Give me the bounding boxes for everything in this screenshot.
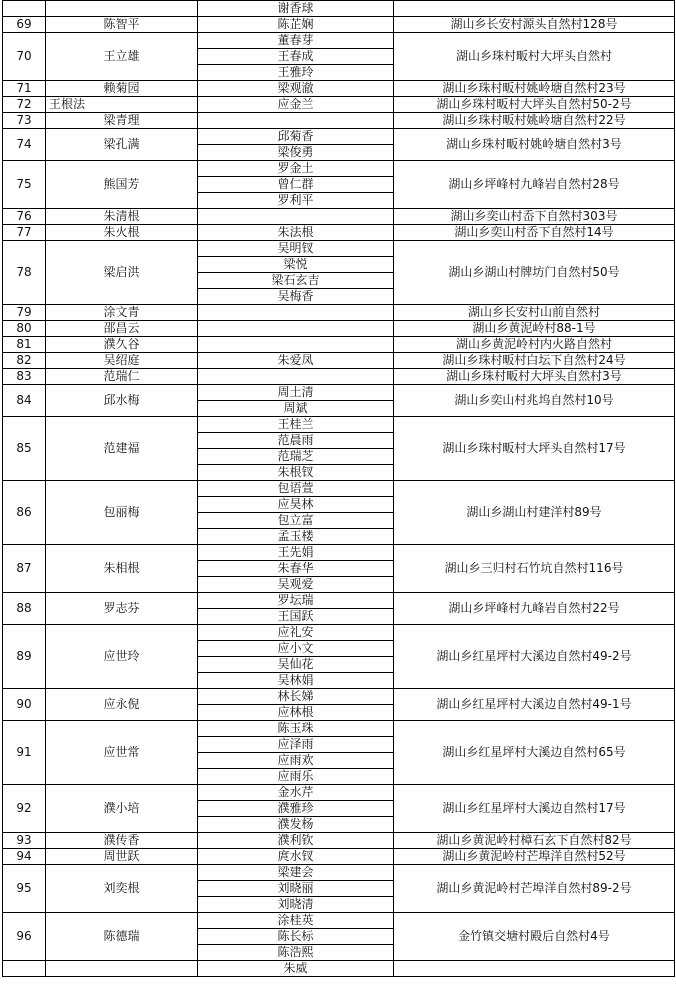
householder-name: 应世玲 bbox=[46, 625, 198, 689]
member-name: 梁建会 bbox=[198, 865, 394, 881]
address: 湖山乡湖山村建洋村89号 bbox=[394, 481, 675, 545]
address: 湖山乡奕山村兆坞自然村10号 bbox=[394, 385, 675, 417]
address: 湖山乡珠村畈村姚岭塘自然村3号 bbox=[394, 129, 675, 161]
household-table bbox=[2, 0, 675, 977]
member-name: 陈浩熙 bbox=[198, 945, 394, 961]
householder-name: 熊国芳 bbox=[46, 161, 198, 209]
householder-name: 陈德瑞 bbox=[46, 913, 198, 961]
row-number bbox=[3, 1, 46, 17]
member-name: 王国跃 bbox=[198, 609, 394, 625]
row-number: 95 bbox=[3, 865, 46, 913]
member-name: 王先娟 bbox=[198, 545, 394, 561]
member-name: 朱根钗 bbox=[198, 465, 394, 481]
member-name: 朱威 bbox=[198, 961, 394, 977]
address: 金竹镇交塘村殿后自然村4号 bbox=[394, 913, 675, 961]
address: 湖山乡红星坪村大溪边自然村65号 bbox=[394, 721, 675, 785]
row-number: 86 bbox=[3, 481, 46, 545]
member-name bbox=[198, 337, 394, 353]
table-row bbox=[3, 721, 675, 737]
row-number: 77 bbox=[3, 225, 46, 241]
table-row bbox=[3, 129, 675, 145]
householder-name: 梁青理 bbox=[46, 113, 198, 129]
member-name: 吴明钗 bbox=[198, 241, 394, 257]
address: 湖山乡黄泥岭村芒埠洋自然村89-2号 bbox=[394, 865, 675, 913]
member-name: 应礼安 bbox=[198, 625, 394, 641]
member-name: 朱春华 bbox=[198, 561, 394, 577]
table-row bbox=[3, 225, 675, 241]
table-row bbox=[3, 417, 675, 433]
householder-name: 梁启洪 bbox=[46, 241, 198, 305]
member-name: 林长娣 bbox=[198, 689, 394, 705]
address: 湖山乡红星坪村大溪边自然村49-2号 bbox=[394, 625, 675, 689]
address: 湖山乡奕山村岙下自然村14号 bbox=[394, 225, 675, 241]
member-name: 金水芹 bbox=[198, 785, 394, 801]
row-number: 89 bbox=[3, 625, 46, 689]
householder-name: 包丽梅 bbox=[46, 481, 198, 545]
row-number: 88 bbox=[3, 593, 46, 625]
address bbox=[394, 961, 675, 977]
row-number: 81 bbox=[3, 337, 46, 353]
row-number: 93 bbox=[3, 833, 46, 849]
table-row bbox=[3, 337, 675, 353]
table-row bbox=[3, 369, 675, 385]
row-number bbox=[3, 961, 46, 977]
row-number: 96 bbox=[3, 913, 46, 961]
member-name: 濮发杨 bbox=[198, 817, 394, 833]
member-name: 应泽雨 bbox=[198, 737, 394, 753]
address: 湖山乡珠村畈村大坪头自然村 bbox=[394, 33, 675, 81]
member-name: 涂桂英 bbox=[198, 913, 394, 929]
member-name: 陈芷娴 bbox=[198, 17, 394, 33]
member-name: 朱爱凤 bbox=[198, 353, 394, 369]
table-row bbox=[3, 353, 675, 369]
member-name bbox=[198, 369, 394, 385]
member-name: 应昊林 bbox=[198, 497, 394, 513]
address: 湖山乡长安村山前自然村 bbox=[394, 305, 675, 321]
member-name: 朱法根 bbox=[198, 225, 394, 241]
table-row bbox=[3, 961, 675, 977]
householder-name: 周世跃 bbox=[46, 849, 198, 865]
table-row bbox=[3, 865, 675, 881]
householder-name: 陈智平 bbox=[46, 17, 198, 33]
householder-name: 吴绍庭 bbox=[46, 353, 198, 369]
householder-name: 范建福 bbox=[46, 417, 198, 481]
member-name: 庹水钗 bbox=[198, 849, 394, 865]
householder-name: 邱水梅 bbox=[46, 385, 198, 417]
member-name: 陈长标 bbox=[198, 929, 394, 945]
table-row bbox=[3, 833, 675, 849]
table-row bbox=[3, 593, 675, 609]
address: 湖山乡奕山村岙下自然村303号 bbox=[394, 209, 675, 225]
row-number: 85 bbox=[3, 417, 46, 481]
table-row bbox=[3, 113, 675, 129]
row-number: 73 bbox=[3, 113, 46, 129]
address: 湖山乡红星坪村大溪边自然村17号 bbox=[394, 785, 675, 833]
table-row bbox=[3, 209, 675, 225]
row-number: 76 bbox=[3, 209, 46, 225]
table-row bbox=[3, 913, 675, 929]
member-name: 应林根 bbox=[198, 705, 394, 721]
member-name: 范晨雨 bbox=[198, 433, 394, 449]
table-row bbox=[3, 385, 675, 401]
member-name bbox=[198, 113, 394, 129]
member-name: 吴林娟 bbox=[198, 673, 394, 689]
address: 湖山乡黄泥岭村内火路自然村 bbox=[394, 337, 675, 353]
row-number: 90 bbox=[3, 689, 46, 721]
householder-name: 应世常 bbox=[46, 721, 198, 785]
table-row bbox=[3, 689, 675, 705]
row-number: 92 bbox=[3, 785, 46, 833]
member-name: 吴观爱 bbox=[198, 577, 394, 593]
householder-name: 赖菊园 bbox=[46, 81, 198, 97]
address: 湖山乡黄泥岭村88-1号 bbox=[394, 321, 675, 337]
member-name: 王春成 bbox=[198, 49, 394, 65]
member-name: 罗坛瑞 bbox=[198, 593, 394, 609]
householder-name: 濮久谷 bbox=[46, 337, 198, 353]
householder-name: 王立雄 bbox=[46, 33, 198, 81]
member-name: 濮利钦 bbox=[198, 833, 394, 849]
member-name: 周斌 bbox=[198, 401, 394, 417]
row-number: 84 bbox=[3, 385, 46, 417]
member-name: 濮雅珍 bbox=[198, 801, 394, 817]
householder-name: 朱清根 bbox=[46, 209, 198, 225]
table-row bbox=[3, 17, 675, 33]
member-name bbox=[198, 209, 394, 225]
row-number: 70 bbox=[3, 33, 46, 81]
table-row bbox=[3, 97, 675, 113]
row-number: 79 bbox=[3, 305, 46, 321]
member-name: 包立富 bbox=[198, 513, 394, 529]
table-row bbox=[3, 321, 675, 337]
member-name: 邱菊香 bbox=[198, 129, 394, 145]
householder-name bbox=[46, 961, 198, 977]
member-name: 应小文 bbox=[198, 641, 394, 657]
member-name: 包语萱 bbox=[198, 481, 394, 497]
address: 湖山乡湖山村牌坊门自然村50号 bbox=[394, 241, 675, 305]
row-number: 75 bbox=[3, 161, 46, 209]
householder-name: 梁孔满 bbox=[46, 129, 198, 161]
row-number: 71 bbox=[3, 81, 46, 97]
address: 湖山乡珠村畈村大坪头自然村3号 bbox=[394, 369, 675, 385]
address: 湖山乡黄泥岭村芒埠洋自然村52号 bbox=[394, 849, 675, 865]
row-number: 87 bbox=[3, 545, 46, 593]
member-name: 范瑞芝 bbox=[198, 449, 394, 465]
row-number: 72 bbox=[3, 97, 46, 113]
member-name: 王桂兰 bbox=[198, 417, 394, 433]
member-name: 梁观澈 bbox=[198, 81, 394, 97]
table-row bbox=[3, 625, 675, 641]
row-number: 78 bbox=[3, 241, 46, 305]
row-number: 83 bbox=[3, 369, 46, 385]
member-name: 应雨乐 bbox=[198, 769, 394, 785]
table-row bbox=[3, 785, 675, 801]
row-number: 91 bbox=[3, 721, 46, 785]
address bbox=[394, 1, 675, 17]
member-name: 吴梅香 bbox=[198, 289, 394, 305]
householder-name: 范瑞仁 bbox=[46, 369, 198, 385]
table-row bbox=[3, 33, 675, 49]
householder-name: 罗志芬 bbox=[46, 593, 198, 625]
table-row bbox=[3, 81, 675, 97]
householder-name: 邵昌云 bbox=[46, 321, 198, 337]
householder-name: 应永倪 bbox=[46, 689, 198, 721]
member-name: 梁石玄吉 bbox=[198, 273, 394, 289]
member-name: 吴仙花 bbox=[198, 657, 394, 673]
member-name: 孟玉楼 bbox=[198, 529, 394, 545]
member-name: 周土清 bbox=[198, 385, 394, 401]
member-name: 应雨欢 bbox=[198, 753, 394, 769]
householder-name: 刘奕根 bbox=[46, 865, 198, 913]
address: 湖山乡珠村畈村大坪头自然村17号 bbox=[394, 417, 675, 481]
member-name: 谢香球 bbox=[198, 1, 394, 17]
table-row bbox=[3, 849, 675, 865]
householder-name: 涂文青 bbox=[46, 305, 198, 321]
row-number: 94 bbox=[3, 849, 46, 865]
table-row bbox=[3, 545, 675, 561]
address: 湖山乡长安村源头自然村128号 bbox=[394, 17, 675, 33]
address: 湖山乡坪峰村九峰岩自然村22号 bbox=[394, 593, 675, 625]
table-body bbox=[3, 1, 675, 977]
row-number: 82 bbox=[3, 353, 46, 369]
member-name: 陈玉珠 bbox=[198, 721, 394, 737]
member-name: 梁俊勇 bbox=[198, 145, 394, 161]
address: 湖山乡黄泥岭村樟石玄下自然村82号 bbox=[394, 833, 675, 849]
member-name: 董春芽 bbox=[198, 33, 394, 49]
householder-name: 濮传香 bbox=[46, 833, 198, 849]
table-row bbox=[3, 1, 675, 17]
address: 湖山乡珠村畈村姚岭塘自然村22号 bbox=[394, 113, 675, 129]
table-row bbox=[3, 305, 675, 321]
householder-name: 朱相根 bbox=[46, 545, 198, 593]
member-name: 刘晓清 bbox=[198, 897, 394, 913]
address: 湖山乡红星坪村大溪边自然村49-1号 bbox=[394, 689, 675, 721]
address: 湖山乡三归村石竹坑自然村116号 bbox=[394, 545, 675, 593]
table-row bbox=[3, 241, 675, 257]
member-name: 曾仁群 bbox=[198, 177, 394, 193]
row-number: 69 bbox=[3, 17, 46, 33]
address: 湖山乡珠村畈村大坪头自然村50-2号 bbox=[394, 97, 675, 113]
address: 湖山乡珠村畈村姚岭塘自然村23号 bbox=[394, 81, 675, 97]
householder-name bbox=[46, 1, 198, 17]
member-name: 刘晓丽 bbox=[198, 881, 394, 897]
member-name: 王雅玲 bbox=[198, 65, 394, 81]
householder-name: 濮小培 bbox=[46, 785, 198, 833]
table-row bbox=[3, 481, 675, 497]
member-name bbox=[198, 305, 394, 321]
member-name: 应金兰 bbox=[198, 97, 394, 113]
table-row bbox=[3, 161, 675, 177]
address: 湖山乡坪峰村九峰岩自然村28号 bbox=[394, 161, 675, 209]
member-name bbox=[198, 321, 394, 337]
row-number: 80 bbox=[3, 321, 46, 337]
row-number: 74 bbox=[3, 129, 46, 161]
householder-name: 王根法 bbox=[46, 97, 198, 113]
member-name: 梁悦 bbox=[198, 257, 394, 273]
householder-name: 朱火根 bbox=[46, 225, 198, 241]
address: 湖山乡珠村畈村白坛下自然村24号 bbox=[394, 353, 675, 369]
member-name: 罗金土 bbox=[198, 161, 394, 177]
member-name: 罗利平 bbox=[198, 193, 394, 209]
